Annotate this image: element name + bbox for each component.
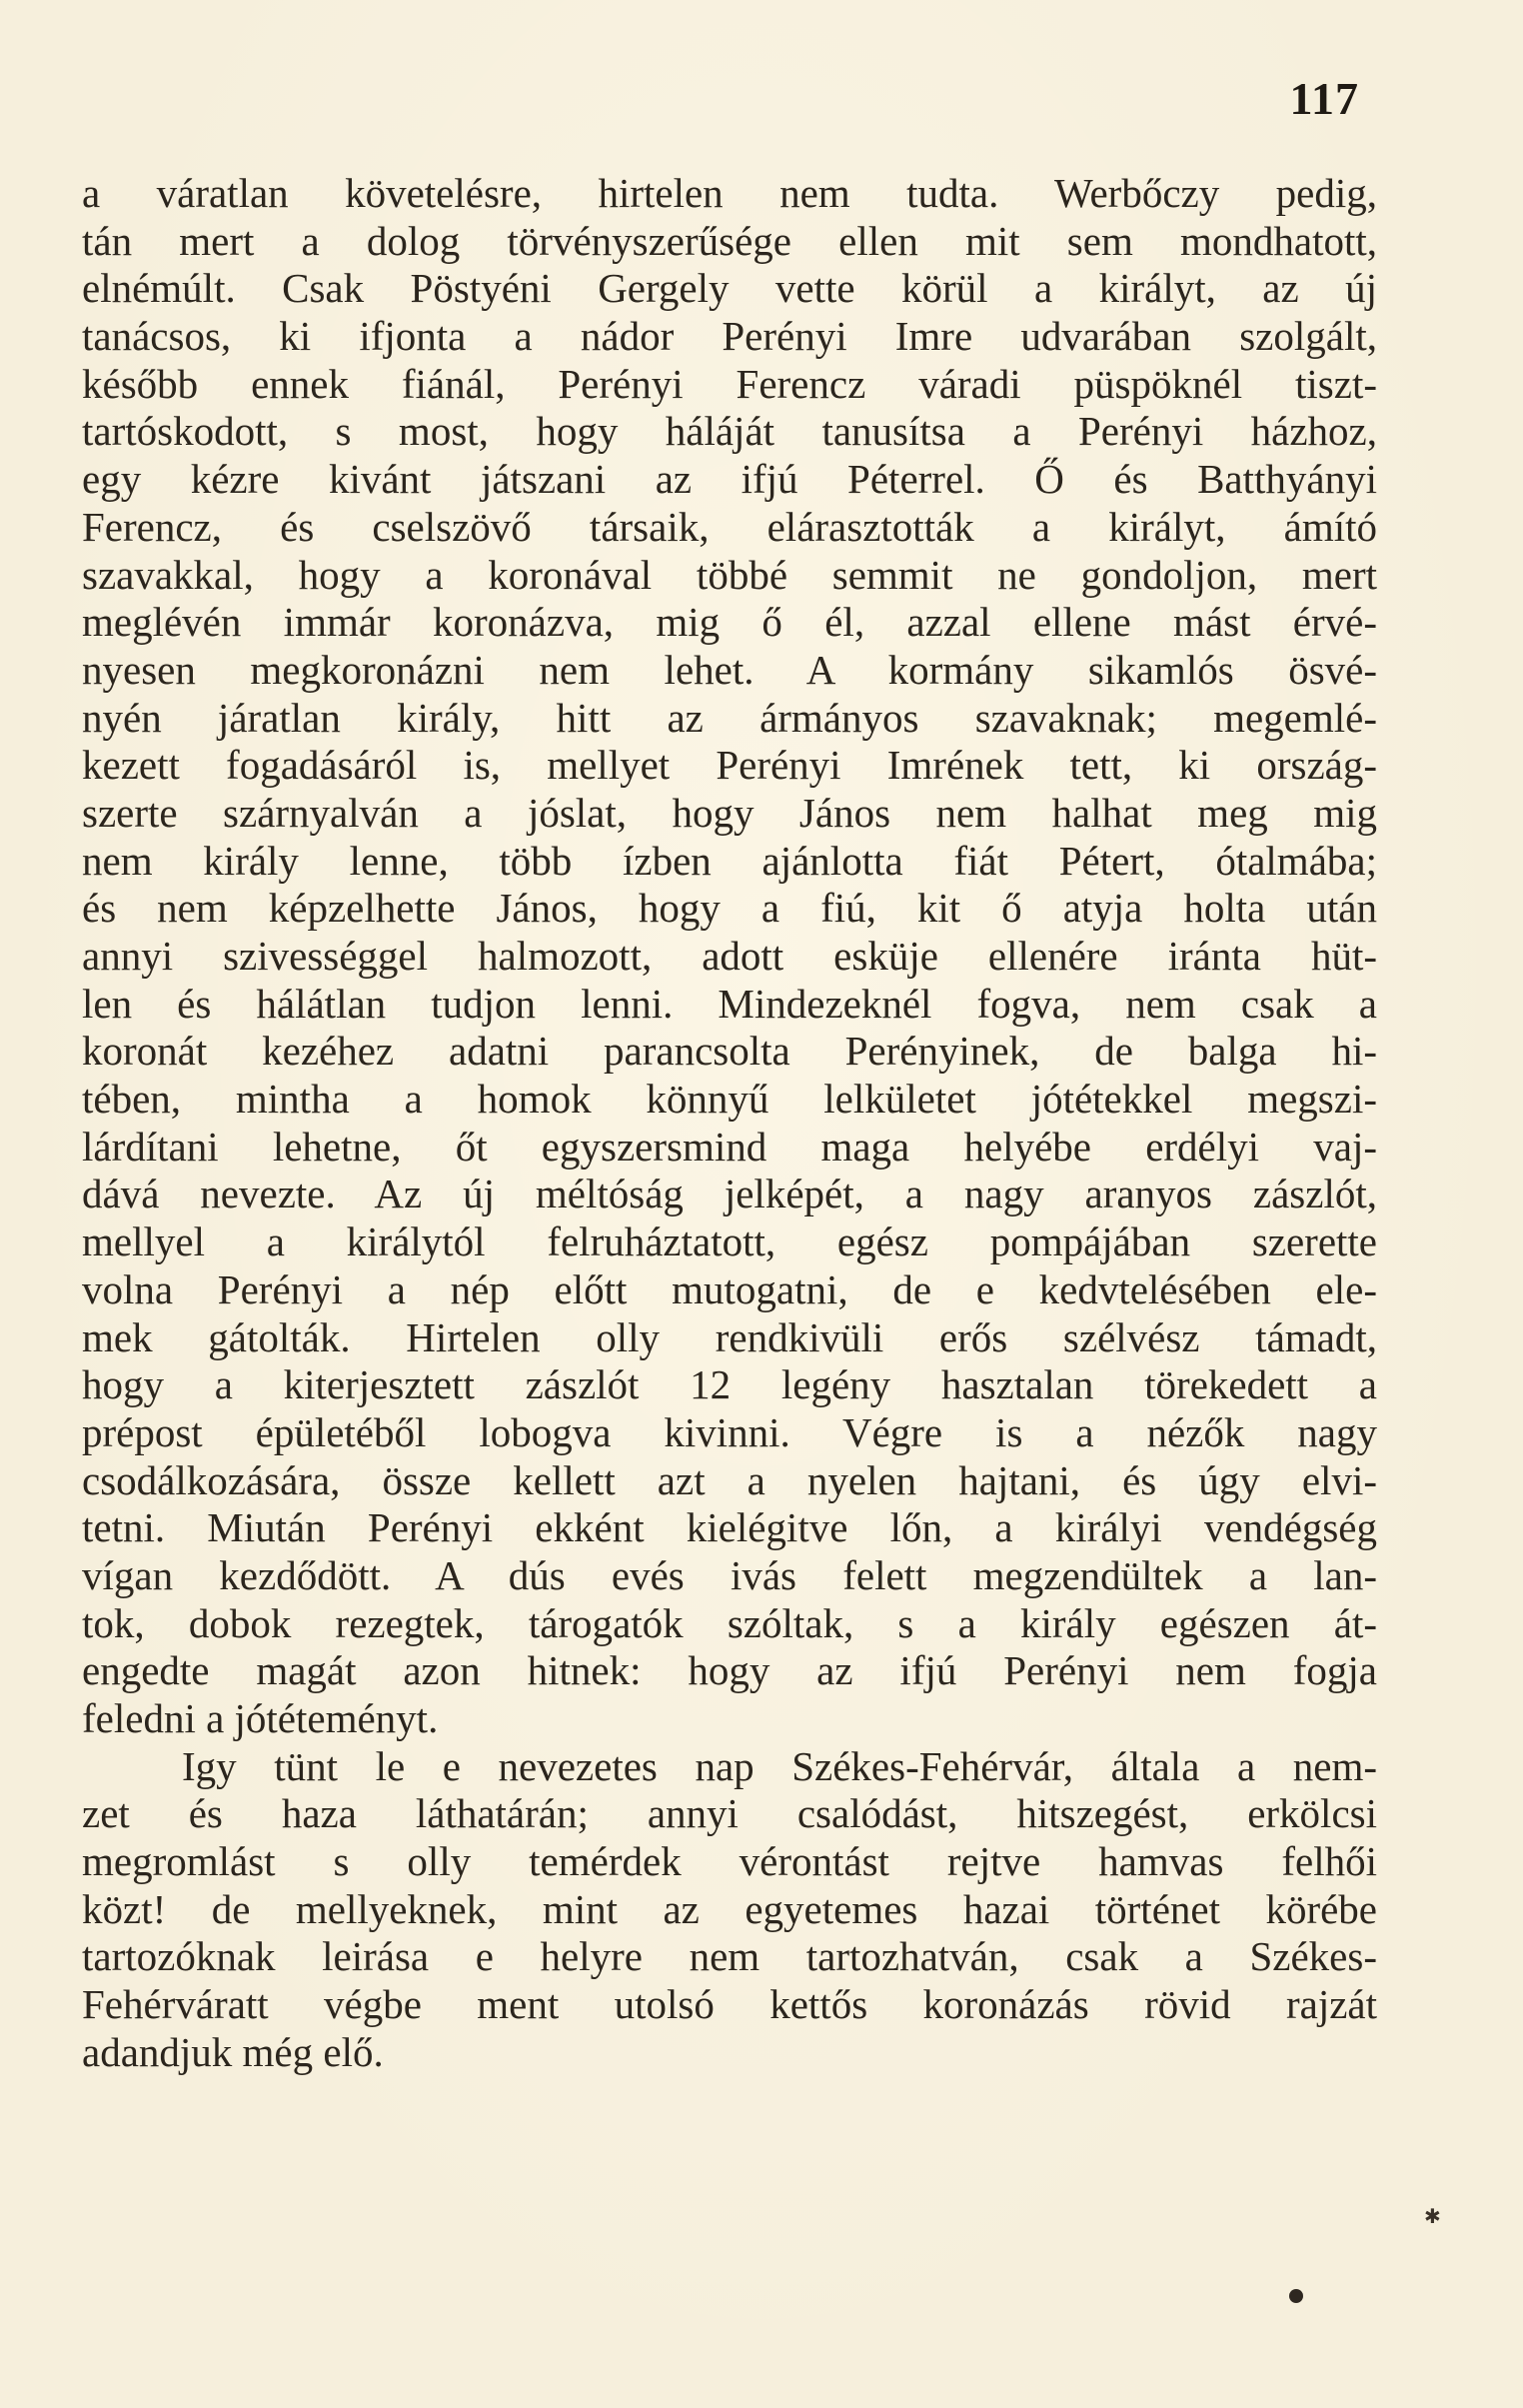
ink-blot (1289, 2289, 1303, 2303)
paragraph (82, 1743, 1377, 2077)
text-line: prépost épületéből lobogva kivinni. Végre is a nézők nagy (82, 1408, 1377, 1455)
text-line: kezett fogadásáról is, mellyet Perényi Imrének tett, ki ország- (82, 742, 1377, 789)
text-line: nem király lenne, több ízben ajánlotta fiát Pétert, ótalmába; (82, 837, 1377, 884)
text-line: szavakkal, hogy a koronával többé semmit ne gondoljon, mert (82, 551, 1377, 598)
paragraph (82, 170, 1377, 1743)
ink-speck: ✱ (1424, 2204, 1441, 2228)
text-line: Ferencz, és cselszövő társaik, elárasztották a királyt, ámító (82, 503, 1377, 550)
text-line: hogy a kiterjesztett zászlót 12 legény hasztalan törekedett a (82, 1361, 1377, 1408)
text-line: közt! de mellyeknek, mint az egyetemes hazai történet körébe (82, 1885, 1377, 1932)
text-line: tok, dobok rezegtek, tárogatók szóltak, s a király egészen át- (82, 1599, 1377, 1646)
text-line: meglévén immár koronázva, mig ő él, azzal ellene mást érvé- (82, 599, 1377, 646)
text-line: nyén járatlan király, hitt az ármányos szavaknak; megemlé- (82, 694, 1377, 741)
text-line: tében, mintha a homok könnyű lelkületet jótétekkel megszi- (82, 1076, 1377, 1123)
text-line: tetni. Miután Perényi ekként kielégitve lőn, a királyi vendégség (82, 1504, 1377, 1551)
text-line: elnémúlt. Csak Pöstyéni Gergely vette körül a királyt, az új (82, 265, 1377, 312)
text-line: feledni a jótéteményt. (82, 1695, 439, 1741)
text-line: Igy tünt le e nevezetes nap Székes-Fehérvár, általa a nem- (182, 1742, 1377, 1789)
text-line: tartóskodott, s most, hogy háláját tanusítsa a Perényi házhoz, (82, 408, 1377, 455)
text-line: len és hálátlan tudjon lenni. Mindezeknél fogva, nem csak a (82, 980, 1377, 1027)
text-line: később ennek fiánál, Perényi Ferencz váradi püspöknél tiszt- (82, 360, 1377, 407)
text-line: nyesen megkoronázni nem lehet. A kormány sikamlós ösvé- (82, 646, 1377, 693)
text-line: a váratlan követelésre, hirtelen nem tudta. Werbőczy pedig, (82, 170, 1377, 216)
text-line: megromlást s olly temérdek vérontást rejtve hamvas felhői (82, 1838, 1377, 1885)
text-line: koronát kezéhez adatni parancsolta Perényinek, de balga hi- (82, 1028, 1377, 1075)
text-line: csodálkozására, össze kellett azt a nyelen hajtani, és úgy elvi- (82, 1456, 1377, 1503)
text-line: zet és haza láthatárán; annyi csalódást, hitszegést, erkölcsi (82, 1790, 1377, 1837)
text-line: mellyel a királytól felruháztatott, egész pompájában szerette (82, 1218, 1377, 1265)
text-line: dává nevezte. Az új méltóság jelképét, a nagy aranyos zászlót, (82, 1171, 1377, 1217)
page-number: 117 (1289, 73, 1359, 124)
text-line: Fehérváratt végbe ment utolsó kettős koronázás rövid rajzát (82, 1981, 1377, 2028)
text-line: mek gátolták. Hirtelen olly rendkivüli erős szélvész támadt, (82, 1313, 1377, 1360)
text-line: lárdítani lehetne, őt egyszersmind maga helyébe erdélyi vaj- (82, 1123, 1377, 1170)
text-line: szerte szárnyalván a jóslat, hogy János nem halhat meg mig (82, 789, 1377, 836)
text-line: volna Perényi a nép előtt mutogatni, de e kedvtelésében ele- (82, 1265, 1377, 1312)
text-line: tartozóknak leirása e helyre nem tartozhatván, csak a Székes- (82, 1933, 1377, 1980)
text-line: engedte magát azon hitnek: hogy az ifjú Perényi nem fogja (82, 1647, 1377, 1694)
text-line: adandjuk még elő. (82, 2028, 384, 2075)
text-line: annyi szivességgel halmozott, adott esküje ellenére iránta hüt- (82, 933, 1377, 979)
text-line: és nem képzelhette János, hogy a fiú, kit ő atyja holta után (82, 885, 1377, 932)
text-line: egy kézre kivánt játszani az ifjú Péterrel. Ő és Batthyányi (82, 456, 1377, 503)
text-line: tanácsos, ki ifjonta a nádor Perényi Imre udvarában szolgált, (82, 313, 1377, 360)
text-line: tán mert a dolog törvényszerűsége ellen mit sem mondhatott, (82, 217, 1377, 264)
text-line: vígan kezdődött. A dús evés ivás felett megzendültek a lan- (82, 1551, 1377, 1598)
body-text (82, 170, 1377, 2077)
